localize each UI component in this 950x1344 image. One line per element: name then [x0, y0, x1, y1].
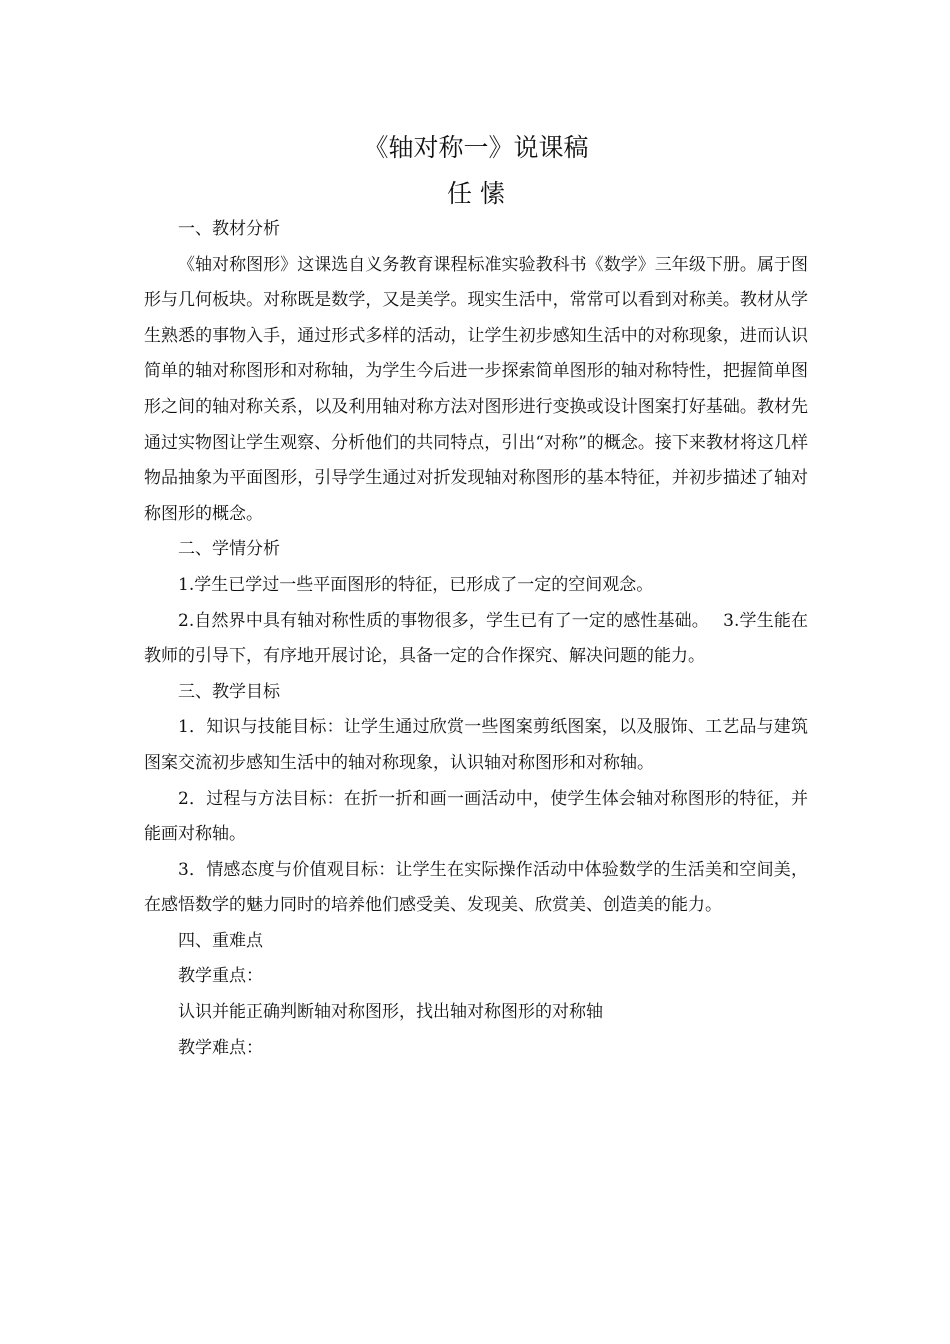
- section-heading-textbook-analysis: 一、教材分析: [178, 219, 280, 239]
- paragraph-textbook-analysis: 《轴对称图形》这课选自义务教育课程标准实验教科书《数学》三年级下册。属于图形与几何板块。对称既是数学，又是美学。现实生活中，常常可以看到对称美。教材从学生熟悉的事物入手，通过形式多样的活动，让学生初步感知生活中的对称现象，进而认识简单的轴对称图形和对称轴，为学生今后进一步探索简单图形的轴对称特性，把握简单图形之间的轴对称关系，以及利用轴对称方法对图形进行变换或设计图案打好基础。教材先通过实物图让学生观察、分析他们的共同特点，引出“对称”的概念。接下来教材将这几样物品抽象为平面图形，引导学生通过对折发现轴对称图形的基本特征，并初步描述了轴对称图形的概念。: [144, 254, 808, 524]
- paragraph-goal-knowledge: 1．知识与技能目标：让学生通过欣赏一些图案剪纸图案，以及服饰、工艺品与建筑图案交流初步感知生活中的轴对称现象，认识轴对称图形和对称轴。: [144, 717, 808, 773]
- paragraph-student-analysis-1: 1.学生已学过一些平面图形的特征，已形成了一定的空间观念。: [178, 574, 654, 595]
- document-content: [144, 128, 808, 1066]
- document-body: [144, 212, 808, 1066]
- section-heading-teaching-goals: 三、教学目标: [178, 681, 280, 702]
- section-heading-student-analysis: 二、学情分析: [178, 539, 280, 560]
- document-title: 《轴对称一》说课稿: [363, 133, 589, 162]
- section-heading-key-points: 四、重难点: [178, 930, 263, 951]
- label-teaching-difficulty: 教学难点：: [178, 1037, 263, 1058]
- document-author: 任 愫: [447, 179, 505, 208]
- paragraph-teaching-focus: 认识并能正确判断轴对称图形，找出轴对称图形的对称轴: [178, 1002, 603, 1023]
- paragraph-goal-emotion: 3．情感态度与价值观目标：让学生在实际操作活动中体验数学的生活美和空间美，在感悟数学的魅力同时的培养他们感受美、发现美、欣赏美、创造美的能力。: [144, 859, 808, 916]
- paragraph-goal-process: 2．过程与方法目标：在折一折和画一画活动中，使学生体会轴对称图形的特征，并能画对称轴。: [144, 788, 808, 845]
- paragraph-student-analysis-2: 2.自然界中具有轴对称性质的事物很多，学生已有了一定的感性基础。 3.学生能在教师的引导下，有序地开展讨论，具备一定的合作探究、解决问题的能力。: [144, 610, 808, 667]
- label-teaching-focus: 教学重点：: [178, 966, 263, 987]
